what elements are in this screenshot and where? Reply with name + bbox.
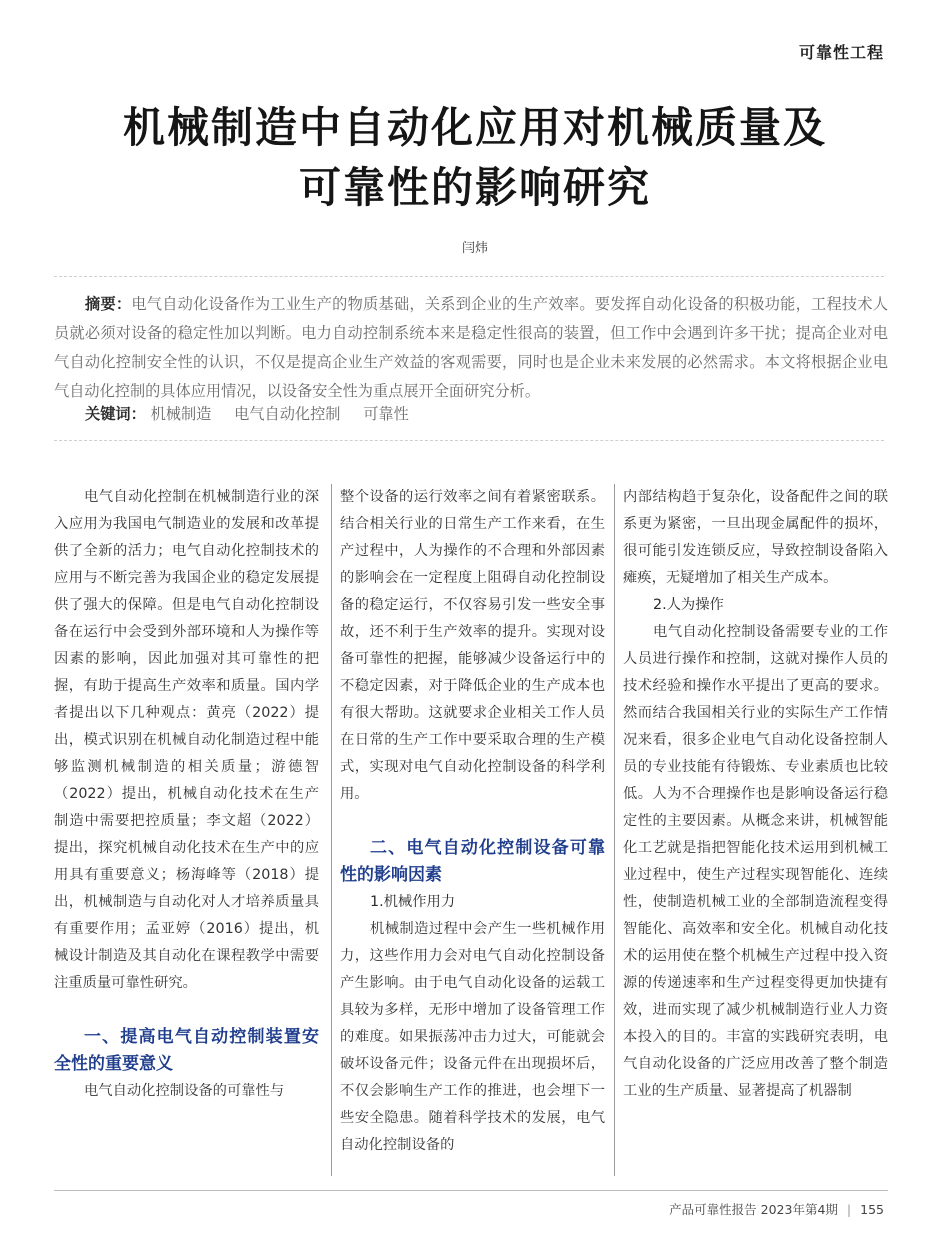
keywords bbox=[85, 400, 427, 429]
keywords-label: 关键词： bbox=[85, 405, 146, 423]
keyword-item: 电气自动化控制 bbox=[234, 405, 341, 423]
section-tag: 可靠性工程 bbox=[798, 43, 884, 62]
title-line-1: 机械制造中自动化应用对机械质量及 bbox=[122, 103, 827, 152]
subheading-2: 2.人为操作 bbox=[653, 597, 724, 613]
author: 闫炜 bbox=[461, 241, 488, 256]
abstract-label: 摘要： bbox=[85, 295, 132, 313]
page-number: 155 bbox=[860, 1202, 884, 1217]
abstract-text: 电气自动化设备作为工业生产的物质基础，关系到企业的生产效率。要发挥自动化设备的积极功能，工程技术人员就必须对设备的稳定性加以判断。电力自动控制系统本来是稳定性很高的装置，但工作中会遇到许多干扰；提高企业对电气自动化控制安全性的认识，不仅是提高企业生产效益的客观需要，同时也是企业未来发展的必然需求。本文将根据企业电气自动化控制的具体应用情况，以设备安全性为重点展开全面研究分析。 bbox=[54, 295, 889, 400]
footer-rule bbox=[54, 1190, 888, 1191]
body-paragraph: 电气自动化控制设备的可靠性与 bbox=[84, 1083, 285, 1099]
abstract-bottom-rule bbox=[54, 440, 884, 441]
column-divider bbox=[331, 484, 332, 1176]
body-column-1 bbox=[54, 484, 319, 1105]
abstract-top-rule bbox=[54, 276, 884, 277]
body-paragraph: 整个设备的运行效率之间有着紧密联系。结合相关行业的日常生产工作来看，在生产过程中，人为操作的不合理和外部因素的影响会在一定程度上阻碍自动化控制设备的稳定运行，不仅容易引发一些安全事故，还不利于生产效率的提升。实现对设备可靠性的把握，能够减少设备运行中的不稳定因素，对于降低企业的生产成本也有很大帮助。这就要求企业相关工作人员在日常的生产工作中要采取合理的生产模式，实现对电气自动化控制设备的科学利用。 bbox=[340, 489, 605, 802]
body-paragraph: 机械制造过程中会产生一些机械作用力，这些作用力会对电气自动化控制设备产生影响。由于电气自动化设备的运载工具较为多样，无形中增加了设备管理工作的难度。如果振荡冲击力过大，可能就会破坏设备元件；设备元件在出现损坏后，不仅会影响生产工作的推进，也会埋下一些安全隐患。随着科学技术的发展，电气自动化控制设备的 bbox=[340, 921, 605, 1153]
column-divider bbox=[614, 484, 615, 1176]
footer bbox=[669, 1200, 884, 1218]
keyword-item: 机械制造 bbox=[150, 405, 212, 423]
body-paragraph: 电气自动化控制在机械制造行业的深入应用为我国电气制造业的发展和改革提供了全新的活力；电气自动化控制技术的应用与不断完善为我国企业的稳定发展提供了强大的保障。但是电气自动化控制设备在运行中会受到外部环境和人为操作等因素的影响，因此加强对其可靠性的把握，有助于提高生产效率和质量。国内学者提出以下几种观点：黄亮（2022）提出，模式识别在机械自动化制造过程中能够监测机械制造的相关质量；游德智（2022）提出，机械自动化技术在生产制造中需要把控质量；李文超（2022）提出，探究机械自动化技术在生产中的应用具有重要意义；杨海峰等（2018）提出，机械制造与自动化对人才培养质量具有重要作用；孟亚婷（2016）提出，机械设计制造及其自动化在课程教学中需要注重质量可靠性研究。 bbox=[54, 489, 319, 991]
abstract bbox=[54, 290, 888, 406]
journal-issue: 产品可靠性报告 2023年第4期 bbox=[669, 1202, 838, 1217]
title-line-2: 可靠性的影响研究 bbox=[298, 163, 651, 212]
keyword-item: 可靠性 bbox=[363, 405, 409, 423]
body-column-2 bbox=[340, 484, 605, 1159]
body-paragraph: 电气自动化控制设备需要专业的工作人员进行操作和控制，这就对操作人员的技术经验和操作水平提出了更高的要求。然而结合我国相关行业的实际生产工作情况来看，很多企业电气自动化设备控制人员的专业技能有待锻炼、专业素质也比较低。人为不合理操作也是影响设备运行稳定性的主要因素。从概念来讲，机械智能化工艺就是指把智能化技术运用到机械工业过程中，使生产过程实现智能化、连续性，使制造机械工业的全部制造流程变得智能化、高效率和安全化。机械自动化技术的运用使在整个机械生产过程中投入资源的传递速率和生产过程变得更加快捷有效，进而实现了减少机械制造行业人力资本投入的目的。丰富的实践研究表明，电气自动化设备的广泛应用改善了整个制造工业的生产质量、显著提高了机器制 bbox=[623, 624, 888, 1099]
section-heading-1: 一、提高电气自动控制装置安全性的重要意义 bbox=[54, 1027, 319, 1074]
article-title bbox=[0, 98, 950, 218]
subheading-1: 1.机械作用力 bbox=[370, 894, 456, 910]
footer-separator: | bbox=[846, 1202, 852, 1217]
section-heading-2: 二、电气自动化控制设备可靠性的影响因素 bbox=[340, 838, 605, 885]
body-paragraph: 内部结构趋于复杂化，设备配件之间的联系更为紧密，一旦出现金属配件的损坏，很可能引发连锁反应，导致控制设备陷入瘫痪，无疑增加了相关生产成本。 bbox=[623, 489, 888, 586]
body-column-3 bbox=[623, 484, 888, 1105]
